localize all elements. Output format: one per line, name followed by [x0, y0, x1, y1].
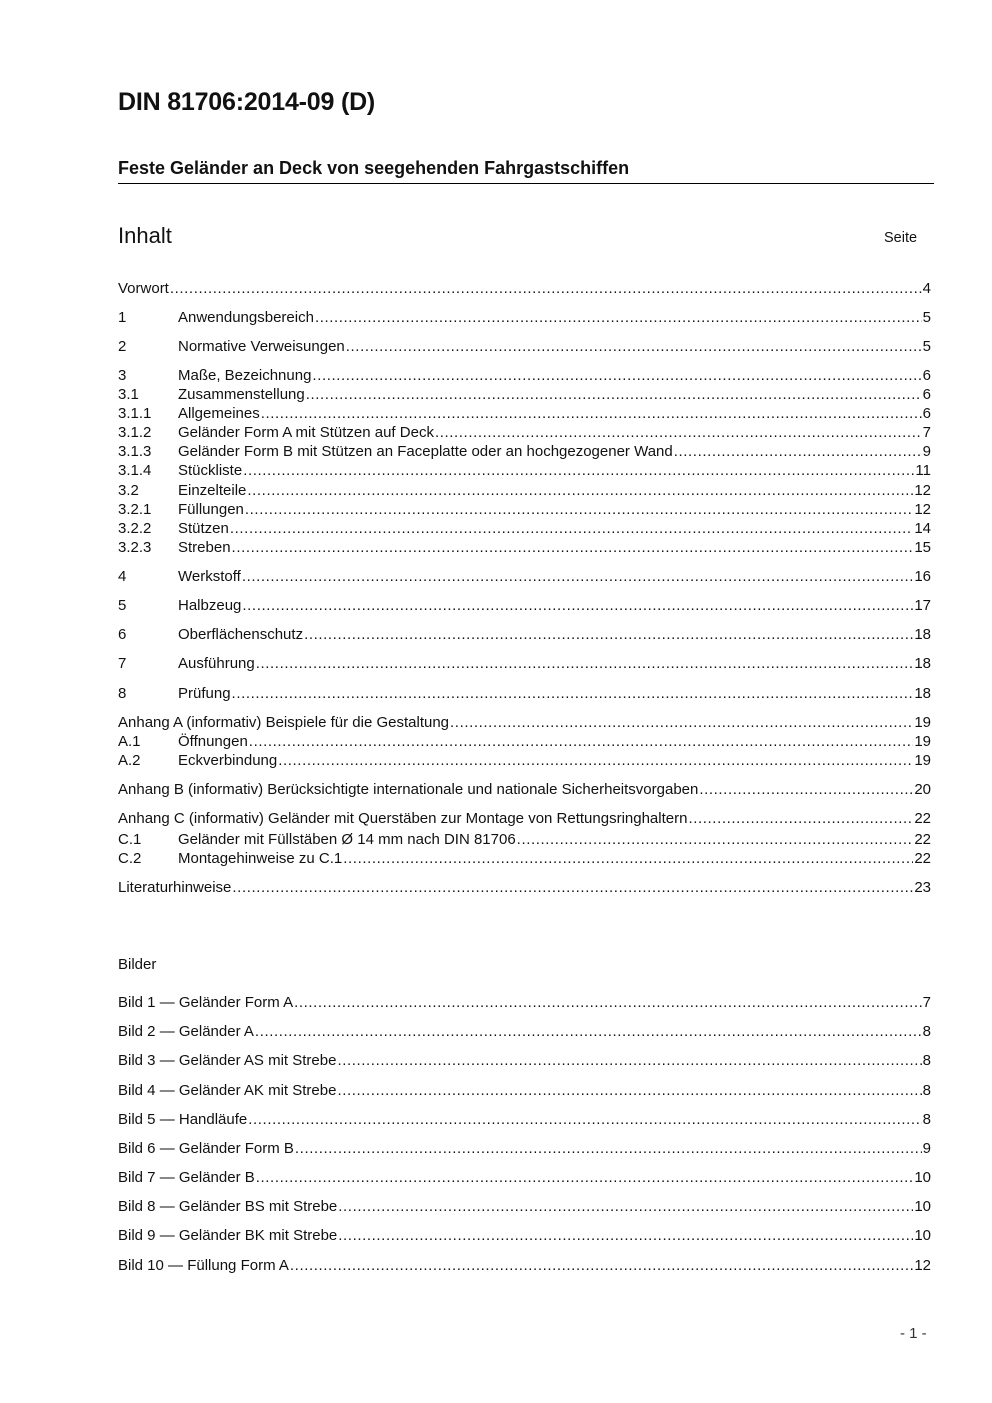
toc-entry[interactable] — [118, 367, 931, 386]
toc-entry-page: 14 — [914, 520, 931, 537]
toc-entry-number: C.1 — [118, 831, 142, 848]
toc-entry-label: Anwendungsbereich — [178, 309, 314, 326]
figure-entry[interactable] — [118, 1052, 931, 1071]
toc-entry-label: Halbzeug — [178, 597, 242, 614]
toc-entry[interactable] — [118, 482, 931, 501]
toc-entry-page: 18 — [914, 655, 931, 672]
dot-leader — [232, 539, 914, 556]
toc-entry-page: 19 — [914, 752, 931, 769]
toc-entry-label: Geländer mit Füllstäben Ø 14 mm nach DIN 81706 — [178, 831, 516, 848]
dot-leader — [230, 520, 913, 537]
toc-entry-number: 8 — [118, 685, 127, 702]
figure-entry-label: Bild 3 — Geländer AS mit Strebe — [118, 1052, 337, 1069]
dot-leader — [315, 309, 922, 326]
dot-leader — [248, 1111, 921, 1128]
toc-entry[interactable] — [118, 443, 931, 462]
toc-entry[interactable] — [118, 501, 931, 520]
dot-leader — [261, 405, 922, 422]
toc-entry-page: 11 — [915, 462, 931, 479]
toc-entry[interactable] — [118, 424, 931, 443]
figure-entry-label: Bild 6 — Geländer Form B — [118, 1140, 294, 1157]
toc-entry-label: Einzelteile — [178, 482, 247, 499]
dot-leader — [294, 994, 922, 1011]
toc-entry-number: 5 — [118, 597, 127, 614]
dot-leader — [688, 810, 913, 827]
toc-entry-number: 3 — [118, 367, 127, 384]
toc-entry[interactable] — [118, 733, 931, 752]
dot-leader — [247, 482, 913, 499]
dot-leader — [242, 568, 914, 585]
toc-entry-page: 16 — [914, 568, 931, 585]
toc-entry[interactable] — [118, 338, 931, 357]
dot-leader — [232, 685, 914, 702]
figure-entry-label: Bild 4 — Geländer AK mit Strebe — [118, 1082, 337, 1099]
toc-entry[interactable] — [118, 520, 931, 539]
dot-leader — [338, 1227, 913, 1244]
toc-entry-label: Prüfung — [178, 685, 231, 702]
toc-entry-page: 7 — [922, 424, 931, 441]
toc-heading: Inhalt — [118, 223, 172, 248]
toc-entry[interactable] — [118, 714, 931, 733]
figure-entry-page: 8 — [922, 1052, 931, 1069]
toc-entry[interactable] — [118, 462, 931, 481]
toc-entry-number: 3.2.3 — [118, 539, 152, 556]
figure-entry-page: 10 — [914, 1169, 931, 1186]
toc-entry-page: 5 — [922, 338, 931, 355]
toc-entry-number: A.1 — [118, 733, 141, 750]
toc-entry[interactable] — [118, 597, 931, 616]
toc-entry[interactable] — [118, 386, 931, 405]
dot-leader — [245, 501, 913, 518]
toc-entry-page: 22 — [914, 850, 931, 867]
dot-leader — [517, 831, 914, 848]
toc-entry-label: Geländer Form B mit Stützen an Faceplatte oder an hochgezogener Wand — [178, 443, 673, 460]
toc-entry-page: 9 — [922, 443, 931, 460]
toc-entry-page: 15 — [914, 539, 931, 556]
dot-leader — [256, 655, 914, 672]
toc-entry-page: 4 — [922, 280, 931, 297]
toc-entry-number: 3.2.1 — [118, 501, 152, 518]
figure-entry[interactable] — [118, 1082, 931, 1101]
toc-entry[interactable] — [118, 280, 931, 299]
dot-leader — [346, 338, 922, 355]
toc-entry[interactable] — [118, 752, 931, 771]
toc-entry-label: Literaturhinweise — [118, 879, 232, 896]
figure-entry-page: 7 — [922, 994, 931, 1011]
toc-entry-label: Zusammenstellung — [178, 386, 305, 403]
dot-leader — [337, 1052, 921, 1069]
toc-entry-page: 19 — [914, 733, 931, 750]
toc-entry[interactable] — [118, 309, 931, 328]
toc-entry-page: 22 — [914, 810, 931, 827]
toc-entry-label: Eckverbindung — [178, 752, 278, 769]
dot-leader — [674, 443, 922, 460]
toc-entry-label: Ausführung — [178, 655, 255, 672]
toc-entry-page: 12 — [914, 482, 931, 499]
dot-leader — [295, 1140, 922, 1157]
figures-heading: Bilder — [118, 956, 157, 973]
toc-entry-label: Streben — [178, 539, 231, 556]
toc-entry-label: Vorwort — [118, 280, 169, 297]
toc-entry-label: Stützen — [178, 520, 229, 537]
toc-entry[interactable] — [118, 850, 931, 869]
toc-entry-label: Allgemeines — [178, 405, 260, 422]
toc-entry[interactable] — [118, 568, 931, 587]
toc-entry-page: 20 — [914, 781, 931, 798]
toc-entry-label: Anhang A (informativ) Beispiele für die Gestaltung — [118, 714, 450, 731]
toc-entry-number: 3.2 — [118, 482, 139, 499]
dot-leader — [338, 1198, 913, 1215]
toc-entry-number: C.2 — [118, 850, 142, 867]
figure-entry[interactable] — [118, 1227, 931, 1246]
page-column-label: Seite — [884, 230, 918, 246]
dot-leader — [337, 1082, 921, 1099]
toc-entry-label: Geländer Form A mit Stützen auf Deck — [178, 424, 434, 441]
dot-leader — [435, 424, 922, 441]
toc-entry-page: 18 — [914, 626, 931, 643]
toc-entry-number: 3.1.3 — [118, 443, 152, 460]
toc-entry-number: 7 — [118, 655, 127, 672]
figure-entry-label: Bild 10 — Füllung Form A — [118, 1257, 289, 1274]
figure-entry-page: 9 — [922, 1140, 931, 1157]
figure-entry-label: Bild 1 — Geländer Form A — [118, 994, 294, 1011]
figure-entry-page: 10 — [914, 1198, 931, 1215]
title-divider — [118, 183, 934, 184]
toc-entry-label: Montagehinweise zu C.1 — [178, 850, 343, 867]
figure-entry[interactable] — [118, 1111, 931, 1130]
toc-entry[interactable] — [118, 405, 931, 424]
toc-entry-number: 3.1.1 — [118, 405, 152, 422]
toc-entry-number: 6 — [118, 626, 127, 643]
toc-entry-label: Werkstoff — [178, 568, 241, 585]
toc-entry[interactable] — [118, 539, 931, 558]
toc-entry[interactable] — [118, 810, 931, 829]
toc-entry-label: Öffnungen — [178, 733, 248, 750]
toc-entry-label: Oberflächenschutz — [178, 626, 304, 643]
toc-entry-number: 3.1.4 — [118, 462, 152, 479]
dot-leader — [304, 626, 913, 643]
figure-entry-label: Bild 9 — Geländer BK mit Strebe — [118, 1227, 338, 1244]
toc-entry-page: 17 — [914, 597, 931, 614]
toc-entry-page: 18 — [914, 685, 931, 702]
dot-leader — [278, 752, 913, 769]
toc-entry-page: 23 — [914, 879, 931, 896]
dot-leader — [306, 386, 922, 403]
figure-entry-page: 12 — [914, 1257, 931, 1274]
figure-entry[interactable] — [118, 1257, 931, 1276]
document-title: DIN 81706:2014-09 (D) — [118, 88, 376, 116]
toc-entry-number: 1 — [118, 309, 127, 326]
toc-entry-page: 22 — [914, 831, 931, 848]
toc-entry-label: Anhang B (informativ) Berücksichtigte internationale und nationale Sicherheitsvorgaben — [118, 781, 699, 798]
toc-entry-page: 19 — [914, 714, 931, 731]
dot-leader — [249, 733, 914, 750]
page-number: - 1 - — [900, 1325, 927, 1342]
toc-entry-page: 6 — [922, 386, 931, 403]
figure-entry[interactable] — [118, 1169, 931, 1188]
dot-leader — [255, 1023, 922, 1040]
figure-entry-page: 10 — [914, 1227, 931, 1244]
dot-leader — [343, 850, 913, 867]
toc-entry-number: 3.2.2 — [118, 520, 152, 537]
toc-entry-number: 3.1.2 — [118, 424, 152, 441]
toc-entry-number: 4 — [118, 568, 127, 585]
dot-leader — [290, 1257, 913, 1274]
toc-entry-page: 5 — [922, 309, 931, 326]
document-subtitle: Feste Geländer an Deck von seegehenden Fahrgastschiffen — [118, 158, 630, 178]
dot-leader — [450, 714, 913, 731]
toc-entry-page: 12 — [914, 501, 931, 518]
dot-leader — [699, 781, 913, 798]
toc-entry-page: 6 — [922, 367, 931, 384]
figure-entry[interactable] — [118, 1023, 931, 1042]
toc-entry[interactable] — [118, 781, 931, 800]
toc-entry-label: Maße, Bezeichnung — [178, 367, 312, 384]
toc-entry-label: Füllungen — [178, 501, 244, 518]
figure-entry[interactable] — [118, 994, 931, 1013]
dot-leader — [232, 879, 913, 896]
toc-entry-page: 6 — [922, 405, 931, 422]
figure-entry-label: Bild 7 — Geländer B — [118, 1169, 255, 1186]
dot-leader — [312, 367, 921, 384]
toc-entry-label: Anhang C (informativ) Geländer mit Querstäben zur Montage von Rettungsringhaltern — [118, 810, 688, 827]
dot-leader — [243, 462, 914, 479]
toc-entry-number: A.2 — [118, 752, 141, 769]
toc-entry[interactable] — [118, 655, 931, 674]
figure-entry-label: Bild 8 — Geländer BS mit Strebe — [118, 1198, 338, 1215]
figure-entry-page: 8 — [922, 1023, 931, 1040]
figure-entry-page: 8 — [922, 1082, 931, 1099]
dot-leader — [170, 280, 922, 297]
toc-entry[interactable] — [118, 831, 931, 850]
figure-entry-label: Bild 5 — Handläufe — [118, 1111, 248, 1128]
dot-leader — [256, 1169, 914, 1186]
dot-leader — [242, 597, 913, 614]
toc-entry-number: 3.1 — [118, 386, 139, 403]
figure-entry-label: Bild 2 — Geländer A — [118, 1023, 254, 1040]
toc-entry-label: Normative Verweisungen — [178, 338, 345, 355]
toc-entry[interactable] — [118, 879, 931, 898]
figure-entry[interactable] — [118, 1140, 931, 1159]
figure-entry-page: 8 — [922, 1111, 931, 1128]
toc-entry-number: 2 — [118, 338, 127, 355]
toc-entry[interactable] — [118, 685, 931, 704]
figure-entry[interactable] — [118, 1198, 931, 1217]
toc-entry[interactable] — [118, 626, 931, 645]
toc-entry-label: Stückliste — [178, 462, 243, 479]
